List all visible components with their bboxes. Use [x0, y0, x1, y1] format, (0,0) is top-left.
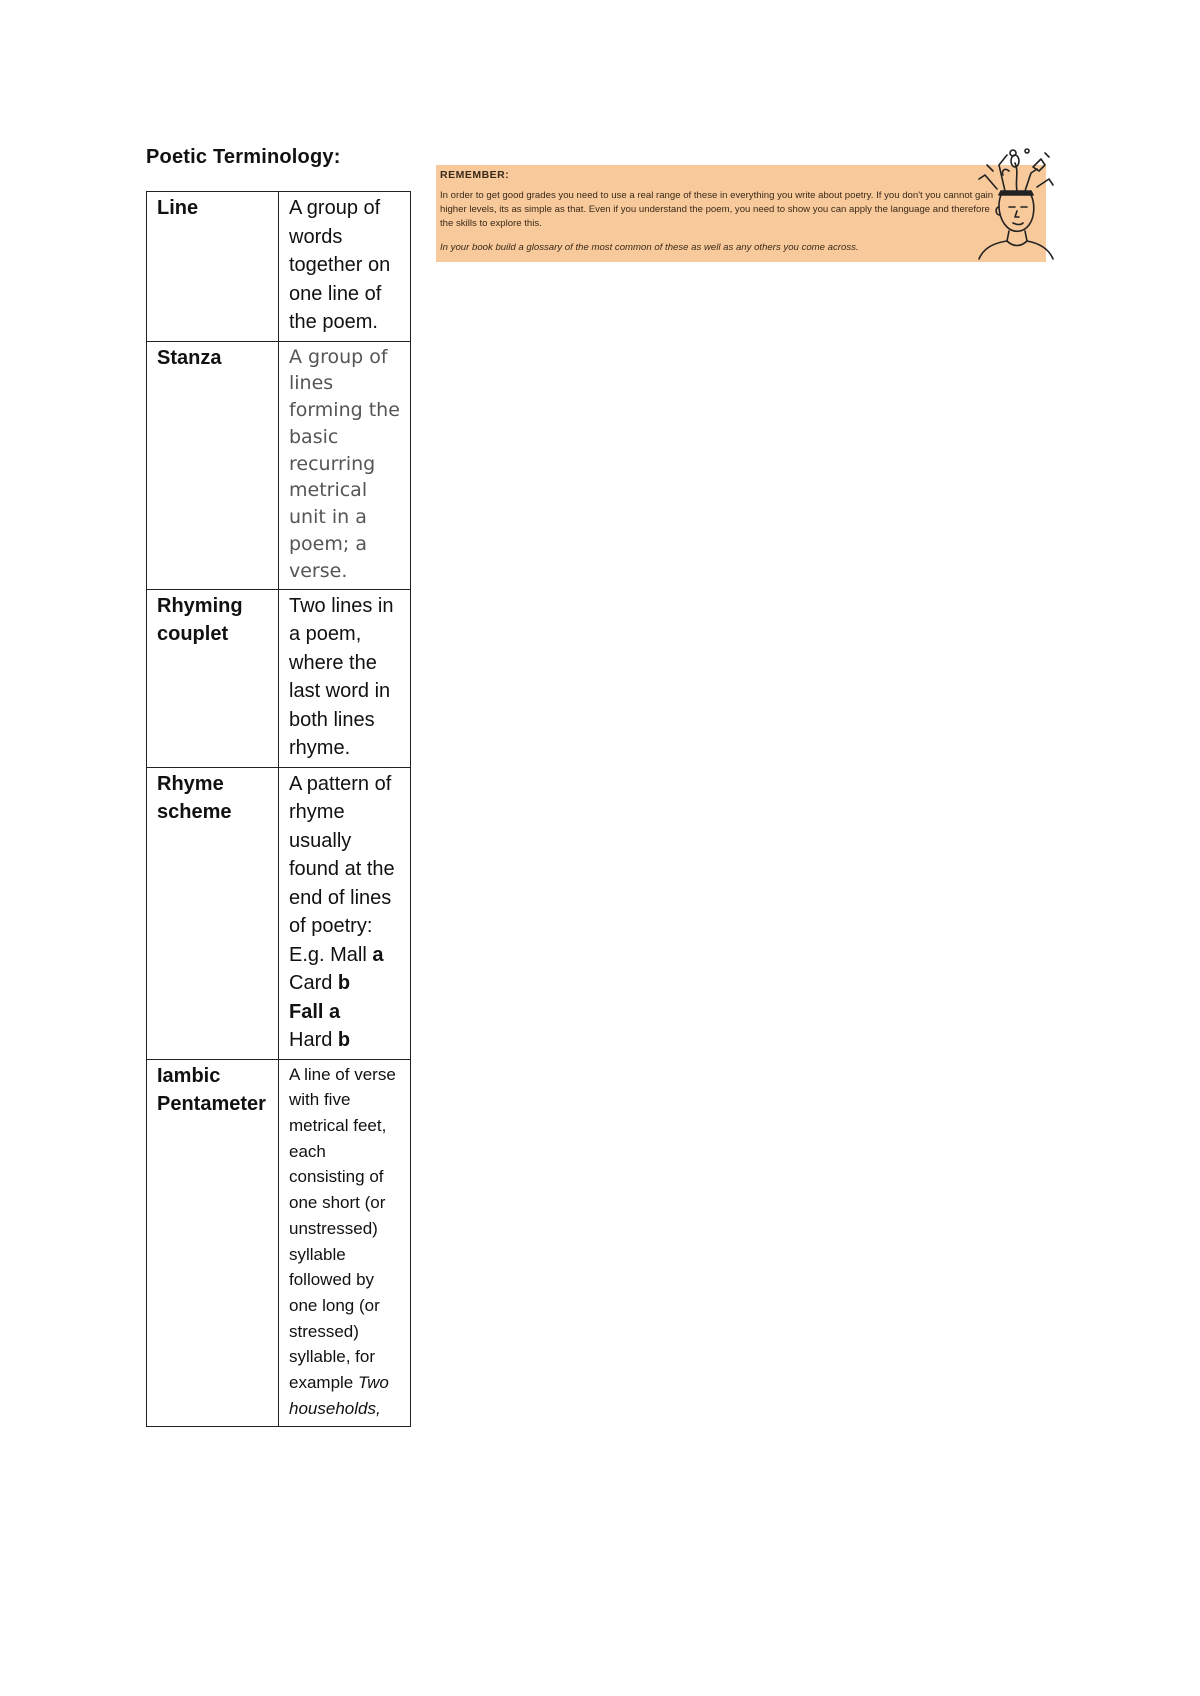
- term-cell: Stanza: [147, 341, 279, 589]
- remember-paragraph: In order to get good grades you need to use a real range of these in everything you write about poetry. If you don't you cannot gain higher levels, its as simple as that. Even if you understand the poem, you need to show you can apply the language and therefore the skills to explore this.: [440, 190, 994, 229]
- table-row: [147, 767, 411, 1059]
- rhyme-example-line: [289, 1026, 400, 1055]
- page-title: Poetic Terminology:: [146, 146, 341, 168]
- term-cell: Rhyming couplet: [147, 589, 279, 767]
- example-text: Two households,: [289, 1373, 389, 1418]
- table-row: [147, 192, 411, 342]
- rhyme-example-line: [289, 998, 400, 1027]
- table-row: [147, 341, 411, 589]
- terminology-table: [146, 191, 411, 1427]
- rhyme-letter: a: [329, 1000, 341, 1023]
- rhyme-word: Fall: [289, 1000, 324, 1023]
- rhyme-letter: b: [337, 1029, 351, 1052]
- definition-text: A pattern of rhyme usually found at the end of lines of poetry:: [289, 772, 395, 938]
- definition-cell: [279, 767, 411, 1059]
- definition-text: A line of verse with five metrical feet, each consisting of one short (or unstressed) syllable followed by one long (or stressed) syllable, for example: [289, 1064, 396, 1393]
- table-row: [147, 1059, 411, 1426]
- exploding-head-icon: [975, 145, 1057, 260]
- remember-box: [436, 165, 1046, 262]
- rhyme-word: Mall: [330, 943, 367, 966]
- rhyme-letter: b: [337, 972, 351, 995]
- rhyme-example-line: [289, 941, 400, 970]
- term-cell: Line: [147, 192, 279, 342]
- term-cell: Rhyme scheme: [147, 767, 279, 1059]
- rhyme-letter: a: [372, 943, 384, 966]
- definition-cell: Two lines in a poem, where the last word in both lines rhyme.: [279, 589, 411, 767]
- example-prefix: E.g.: [289, 943, 331, 966]
- rhyme-word: Hard: [289, 1029, 333, 1052]
- table-row: [147, 589, 411, 767]
- definition-cell: A group of lines forming the basic recurring metrical unit in a poem; a verse.: [279, 341, 411, 589]
- remember-heading: REMEMBER:: [440, 169, 510, 181]
- definition-cell: [279, 1059, 411, 1426]
- rhyme-example-line: [289, 969, 400, 998]
- rhyme-word: Card: [289, 972, 333, 995]
- definition-cell: A group of words together on one line of the poem.: [279, 192, 411, 342]
- term-cell: Iambic Pentameter: [147, 1059, 279, 1426]
- remember-paragraph-italic: In your book build a glossary of the most common of these as well as any others you come across.: [440, 242, 859, 253]
